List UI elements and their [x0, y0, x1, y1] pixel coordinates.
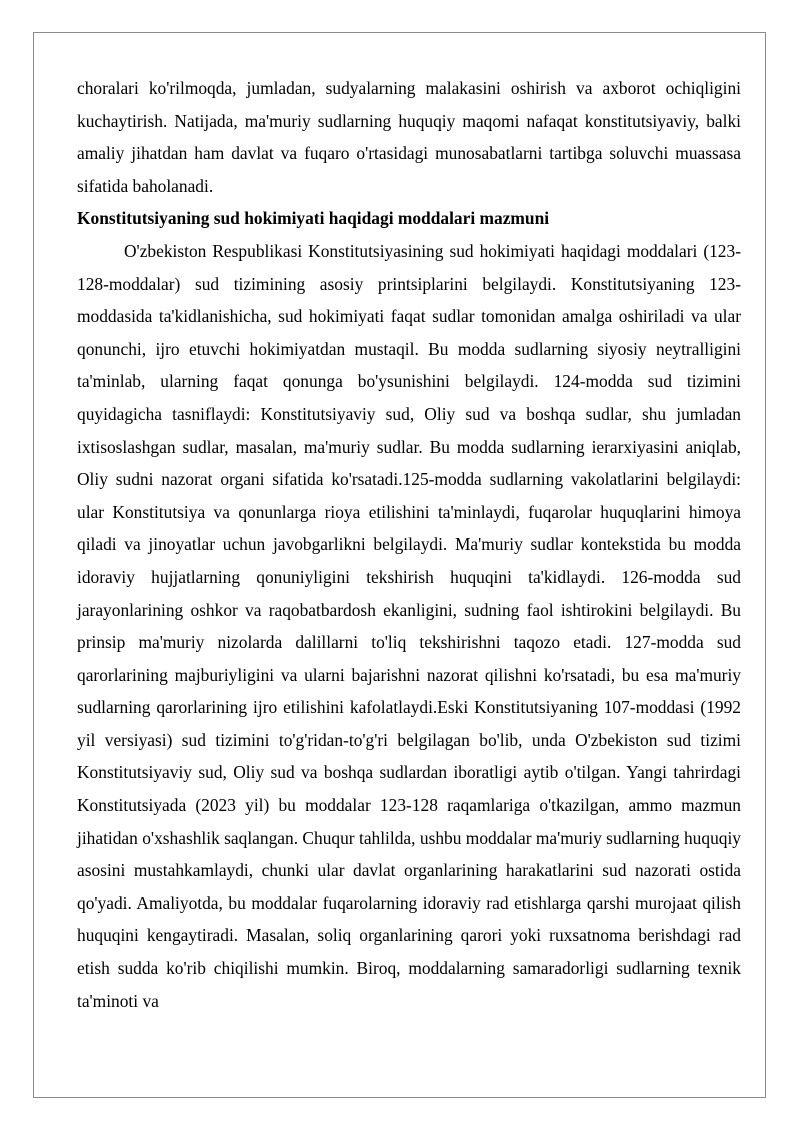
- section-heading: Konstitutsiyaning sud hokimiyati haqidagi moddalari mazmuni: [77, 208, 550, 229]
- continuation-paragraph: choralari ko'rilmoqda, jumladan, sudyalarning malakasini oshirish va axborot ochiqligini kuchaytirish. Natijada, ma'muriy sudlarning huquqiy maqomi nafaqat konstitutsiyaviy, balki amaliy jihatdan ham davlat va fuqaro o'rtasidagi munosabatlarni tartibga soluvchi muassasa sifatida baholanadi.: [77, 78, 741, 196]
- document-body: [77, 72, 741, 1017]
- body-paragraph: O'zbekiston Respublikasi Konstitutsiyasining sud hokimiyati haqidagi moddalari (123-128-moddalar) sud tizimining asosiy printsiplarini belgilaydi. Konstitutsiyaning 123-moddasida ta'kidlanishicha, sud hokimiyati faqat sudlar tomonidan amalga oshiriladi va ular qonunchi, ijro etuvchi hokimiyatdan mustaqil. Bu modda sudlarning siyosiy neytralligini ta'minlab, ularning faqat qonunga bo'ysunishini belgilaydi. 124-modda sud tizimini quyidagicha tasniflaydi: Konstitutsiyaviy sud, Oliy sud va boshqa sudlar, shu jumladan ixtisoslashgan sudlar, masalan, ma'muriy sudlar. Bu modda sudlarning ierarxiyasini aniqlab, Oliy sudni nazorat organi sifatida ko'rsatadi.125-modda sudlarning vakolatlarini belgilaydi: ular Konstitutsiya va qonunlarga rioya etilishini ta'minlaydi, fuqarolar huquqlarini himoya qiladi va jinoyatlar uchun javobgarlikni belgilaydi. Ma'muriy sudlar kontekstida bu modda idoraviy hujjatlarning qonuniyligini tekshirish huquqini ta'kidlaydi. 126-modda sud jarayonlarining oshkor va raqobatbardosh ekanligini, sudning faol ishtirokini belgilaydi. Bu prinsip ma'muriy nizolarda dalillarni to'liq tekshirishni taqozo etadi. 127-modda sud qarorlarining majburiyligini va ularni bajarishni nazorat qilishni ko'rsatadi, bu esa ma'muriy sudlarning qarorlarining ijro etilishini kafolatlaydi.Eski Konstitutsiyaning 107-moddasi (1992 yil versiyasi) sud tizimini to'g'ridan-to'g'ri belgilagan bo'lib, unda O'zbekiston sud tizimi Konstitutsiyaviy sud, Oliy sud va boshqa sudlardan iboratligi aytib o'tilgan. Yangi tahrirdagi Konstitutsiyada (2023 yil) bu moddalar 123-128 raqamlariga o'tkazilgan, ammo mazmun jihatidan o'xshashlik saqlangan. Chuqur tahlilda, ushbu moddalar ma'muriy sudlarning huquqiy asosini mustahkamlaydi, chunki ular davlat organlarining harakatlarini sud nazorati ostida qo'yadi. Amaliyotda, bu moddalar fuqarolarning idoraviy rad etishlarga qarshi murojaat qilish huquqini kengaytiradi. Masalan, soliq organlarining qarori yoki ruxsatnoma berishdagi rad etish sudda ko'rib chiqilishi mumkin. Biroq, moddalarning samaradorligi sudlarning texnik ta'minoti va: [77, 240, 741, 1011]
